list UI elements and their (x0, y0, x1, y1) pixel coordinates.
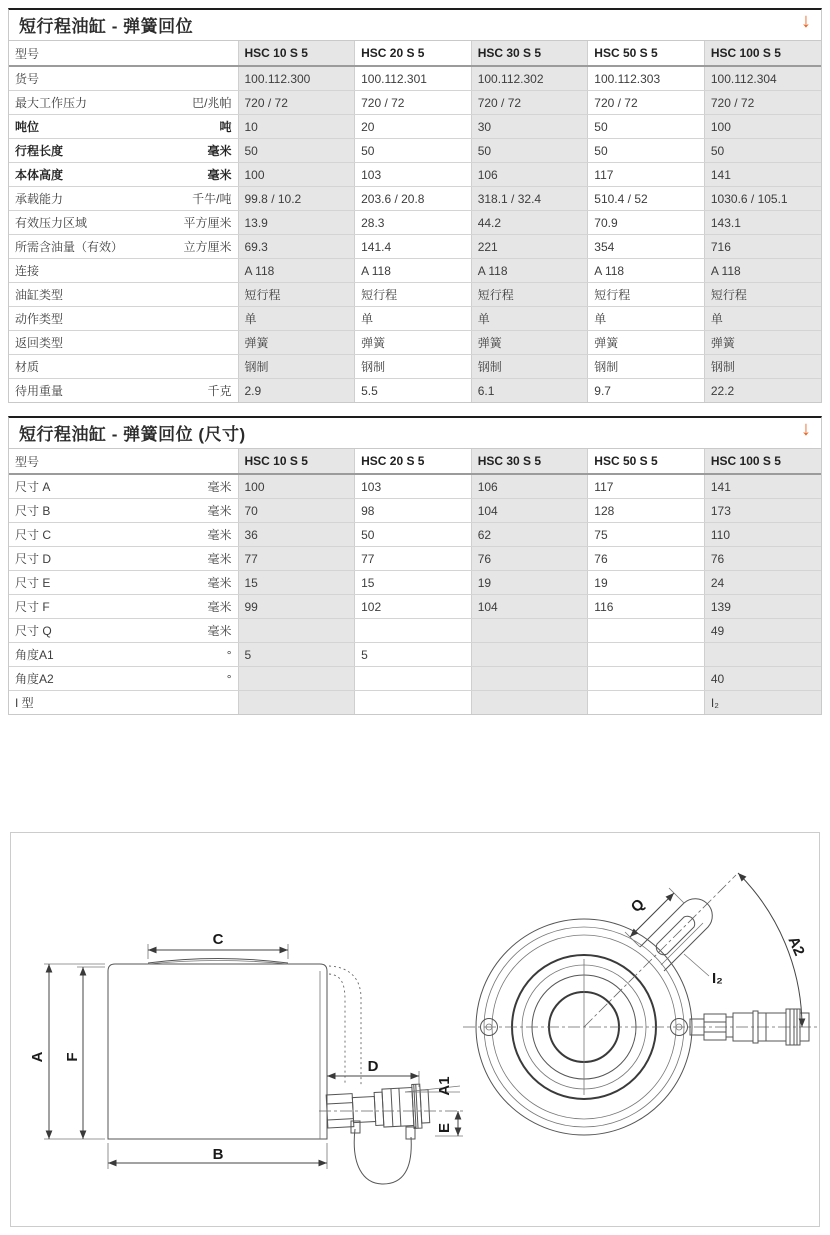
value-cell: 28.3 (355, 211, 472, 235)
value-cell: 98 (355, 499, 472, 523)
section-title-bar (9, 418, 821, 449)
row-unit: 平方厘米 (183, 216, 232, 230)
value-cell: 单 (704, 307, 821, 331)
spec-row (9, 331, 821, 355)
row-label-cell (9, 667, 238, 691)
value-cell (355, 667, 472, 691)
value-cell: 弹簧 (588, 331, 705, 355)
value-cell: 10 (238, 115, 355, 139)
value-cell: 9.7 (588, 379, 705, 403)
row-unit: 毫米 (207, 168, 232, 182)
row-label: 材质 (15, 360, 40, 374)
value-cell: 716 (704, 235, 821, 259)
row-label: 最大工作压力 (15, 96, 88, 110)
section-title: 短行程油缸 - 弹簧回位 (19, 17, 194, 36)
value-cell: 单 (355, 307, 472, 331)
value-cell: 100.112.304 (704, 66, 821, 91)
spec-row (9, 283, 821, 307)
value-cell: 117 (588, 474, 705, 499)
value-cell: 141 (704, 474, 821, 499)
value-cell: 70 (238, 499, 355, 523)
value-cell: 50 (588, 139, 705, 163)
value-cell (471, 643, 588, 667)
value-cell: 221 (471, 235, 588, 259)
value-cell: 钢制 (588, 355, 705, 379)
value-cell: 117 (588, 163, 705, 187)
row-label: 货号 (15, 72, 40, 86)
value-cell: 弹簧 (471, 331, 588, 355)
value-cell: 短行程 (588, 283, 705, 307)
value-cell: 203.6 / 20.8 (355, 187, 472, 211)
column-header-label: 型号 (9, 41, 238, 66)
dim-label-I2: I₂ (712, 970, 723, 987)
spec-row (9, 163, 821, 187)
value-cell (471, 691, 588, 715)
value-cell: 36 (238, 523, 355, 547)
row-unit: ° (226, 647, 232, 662)
spec-row (9, 643, 821, 667)
row-label-cell (9, 643, 238, 667)
column-header-label: 型号 (9, 449, 238, 474)
cylinder-drawing-svg (11, 833, 819, 1224)
row-unit: 毫米 (207, 576, 232, 590)
value-cell: A 118 (471, 259, 588, 283)
value-cell: 139 (704, 595, 821, 619)
value-cell (238, 691, 355, 715)
value-cell: 173 (704, 499, 821, 523)
column-header-model: HSC 50 S 5 (588, 41, 705, 66)
row-label: 尺寸 F (15, 600, 50, 614)
performance-table-head (9, 41, 821, 66)
value-cell: 62 (471, 523, 588, 547)
value-cell: 钢制 (238, 355, 355, 379)
value-cell: 50 (588, 115, 705, 139)
performance-table-body (9, 66, 821, 402)
value-cell: 720 / 72 (238, 91, 355, 115)
value-cell: 141 (704, 163, 821, 187)
row-label: 连接 (15, 264, 40, 278)
row-label: 尺寸 Q (15, 624, 52, 638)
value-cell: 77 (355, 547, 472, 571)
spec-row (9, 115, 821, 139)
row-label-cell (9, 595, 238, 619)
value-cell: 单 (588, 307, 705, 331)
value-cell: 22.2 (704, 379, 821, 403)
value-cell: 720 / 72 (588, 91, 705, 115)
row-unit: 巴/兆帕 (192, 96, 232, 110)
value-cell: 5 (355, 643, 472, 667)
row-label: 所需含油量（有效） (15, 240, 124, 254)
value-cell: 短行程 (238, 283, 355, 307)
dim-label-A: A (29, 1051, 46, 1063)
value-cell: A 118 (355, 259, 472, 283)
row-unit: 毫米 (207, 480, 232, 494)
header-row (9, 449, 821, 474)
value-cell (588, 619, 705, 643)
value-cell: 141.4 (355, 235, 472, 259)
row-label-cell (9, 66, 238, 91)
spec-row (9, 499, 821, 523)
header-row (9, 41, 821, 66)
value-cell: 100.112.301 (355, 66, 472, 91)
row-unit: 千牛/吨 (192, 192, 232, 206)
side-view (29, 931, 464, 1184)
row-label: 尺寸 C (15, 528, 52, 542)
row-label: I 型 (15, 696, 34, 710)
row-label: 返回类型 (15, 336, 64, 350)
value-cell: 2.9 (238, 379, 355, 403)
row-label-cell (9, 355, 238, 379)
row-label-cell (9, 571, 238, 595)
row-label-cell (9, 547, 238, 571)
spec-row (9, 379, 821, 403)
value-cell: 75 (588, 523, 705, 547)
value-cell: 318.1 / 32.4 (471, 187, 588, 211)
row-label: 油缸类型 (15, 288, 64, 302)
value-cell: 103 (355, 474, 472, 499)
spec-row (9, 547, 821, 571)
dim-label-C: C (212, 931, 224, 948)
row-unit: 毫米 (207, 552, 232, 566)
row-label: 尺寸 E (15, 576, 51, 590)
technical-drawing (10, 832, 820, 1227)
row-label-cell (9, 499, 238, 523)
value-cell: 5 (238, 643, 355, 667)
value-cell: 13.9 (238, 211, 355, 235)
row-label: 吨位 (15, 120, 40, 134)
value-cell (588, 667, 705, 691)
spec-row (9, 307, 821, 331)
row-label-cell (9, 283, 238, 307)
value-cell: 单 (238, 307, 355, 331)
value-cell: 19 (471, 571, 588, 595)
value-cell: 720 / 72 (355, 91, 472, 115)
value-cell: I₂ (704, 691, 821, 715)
value-cell: 99.8 / 10.2 (238, 187, 355, 211)
row-label: 角度A1 (15, 648, 54, 662)
value-cell: 106 (471, 474, 588, 499)
row-unit: 毫米 (207, 504, 232, 518)
value-cell: 20 (355, 115, 472, 139)
row-label: 承载能力 (15, 192, 64, 206)
value-cell: 24 (704, 571, 821, 595)
spec-row (9, 139, 821, 163)
row-label-cell (9, 379, 238, 403)
value-cell: 钢制 (355, 355, 472, 379)
value-cell: 100 (704, 115, 821, 139)
value-cell: 76 (704, 547, 821, 571)
performance-table (9, 41, 821, 402)
down-arrow-icon[interactable]: ↓ (801, 418, 811, 440)
value-cell (471, 619, 588, 643)
value-cell: 77 (238, 547, 355, 571)
column-header-model: HSC 10 S 5 (238, 41, 355, 66)
value-cell: A 118 (588, 259, 705, 283)
spec-row (9, 595, 821, 619)
row-unit: 立方厘米 (183, 240, 232, 254)
value-cell: 40 (704, 667, 821, 691)
value-cell: 1030.6 / 105.1 (704, 187, 821, 211)
value-cell: 短行程 (704, 283, 821, 307)
section-title-bar (9, 10, 821, 41)
row-label-cell (9, 163, 238, 187)
value-cell: 15 (238, 571, 355, 595)
spec-section-dimensions (8, 416, 822, 715)
value-cell: 50 (355, 139, 472, 163)
value-cell: 30 (471, 115, 588, 139)
value-cell: 720 / 72 (704, 91, 821, 115)
row-label-cell (9, 331, 238, 355)
spec-row (9, 187, 821, 211)
value-cell: 76 (471, 547, 588, 571)
dim-label-F: F (64, 1052, 81, 1062)
row-label-cell (9, 523, 238, 547)
value-cell: 143.1 (704, 211, 821, 235)
value-cell: 100 (238, 163, 355, 187)
value-cell: 49 (704, 619, 821, 643)
row-label: 行程长度 (15, 144, 64, 158)
value-cell: 15 (355, 571, 472, 595)
row-unit: 吨 (219, 120, 232, 134)
value-cell (588, 691, 705, 715)
row-unit: 毫米 (207, 528, 232, 542)
value-cell: A 118 (238, 259, 355, 283)
row-label-cell (9, 115, 238, 139)
column-header-model: HSC 10 S 5 (238, 449, 355, 474)
value-cell: 354 (588, 235, 705, 259)
column-header-model: HSC 30 S 5 (471, 449, 588, 474)
dim-label-A1: A1 (436, 1076, 453, 1096)
spec-row (9, 523, 821, 547)
value-cell: 100.112.300 (238, 66, 355, 91)
value-cell: 100.112.302 (471, 66, 588, 91)
value-cell: 69.3 (238, 235, 355, 259)
value-cell: 钢制 (704, 355, 821, 379)
value-cell: 110 (704, 523, 821, 547)
dim-label-D: D (367, 1058, 379, 1075)
value-cell: 短行程 (355, 283, 472, 307)
value-cell: 50 (471, 139, 588, 163)
row-label-cell (9, 187, 238, 211)
row-label: 尺寸 A (15, 480, 51, 494)
value-cell (471, 667, 588, 691)
row-unit: 毫米 (207, 144, 232, 158)
dim-label-B: B (212, 1146, 224, 1163)
value-cell: A 118 (704, 259, 821, 283)
value-cell (704, 643, 821, 667)
value-cell (238, 667, 355, 691)
value-cell: 19 (588, 571, 705, 595)
row-label-cell (9, 259, 238, 283)
row-label-cell (9, 619, 238, 643)
row-label: 尺寸 D (15, 552, 52, 566)
column-header-model: HSC 20 S 5 (355, 41, 472, 66)
value-cell: 104 (471, 499, 588, 523)
spec-row (9, 355, 821, 379)
dimensions-table-body (9, 474, 821, 714)
row-label-cell (9, 211, 238, 235)
row-label: 本体高度 (15, 168, 64, 182)
spec-row (9, 211, 821, 235)
dim-label-Q: Q (627, 895, 648, 916)
value-cell: 104 (471, 595, 588, 619)
spec-row (9, 66, 821, 91)
row-label-cell (9, 139, 238, 163)
dim-label-A2: A2 (784, 933, 808, 959)
value-cell: 50 (355, 523, 472, 547)
value-cell: 弹簧 (704, 331, 821, 355)
row-label-cell (9, 691, 238, 715)
row-label: 有效压力区域 (15, 216, 88, 230)
column-header-model: HSC 30 S 5 (471, 41, 588, 66)
value-cell (355, 619, 472, 643)
value-cell: 5.5 (355, 379, 472, 403)
spec-row (9, 235, 821, 259)
dimensions-table-head (9, 449, 821, 474)
column-header-model: HSC 50 S 5 (588, 449, 705, 474)
value-cell: 单 (471, 307, 588, 331)
row-unit: 毫米 (207, 624, 232, 638)
value-cell: 70.9 (588, 211, 705, 235)
column-header-model: HSC 100 S 5 (704, 449, 821, 474)
value-cell: 720 / 72 (471, 91, 588, 115)
value-cell: 99 (238, 595, 355, 619)
row-label-cell (9, 91, 238, 115)
row-label-cell (9, 307, 238, 331)
value-cell: 116 (588, 595, 705, 619)
dimensions-table (9, 449, 821, 714)
section-title: 短行程油缸 - 弹簧回位 (尺寸) (19, 425, 246, 444)
value-cell: 128 (588, 499, 705, 523)
value-cell: 短行程 (471, 283, 588, 307)
value-cell: 102 (355, 595, 472, 619)
value-cell (588, 643, 705, 667)
row-unit: 毫米 (207, 600, 232, 614)
value-cell: 100.112.303 (588, 66, 705, 91)
spec-row (9, 571, 821, 595)
row-label-cell (9, 235, 238, 259)
column-header-model: HSC 20 S 5 (355, 449, 472, 474)
row-label: 动作类型 (15, 312, 64, 326)
row-label: 待用重量 (15, 384, 64, 398)
value-cell: 106 (471, 163, 588, 187)
value-cell: 弹簧 (238, 331, 355, 355)
spec-row (9, 259, 821, 283)
row-label: 角度A2 (15, 672, 54, 686)
value-cell: 50 (704, 139, 821, 163)
top-view (463, 873, 817, 1135)
value-cell: 6.1 (471, 379, 588, 403)
spec-row (9, 667, 821, 691)
row-unit: ° (226, 671, 232, 686)
spec-section-performance (8, 8, 822, 403)
row-label: 尺寸 B (15, 504, 51, 518)
value-cell: 100 (238, 474, 355, 499)
value-cell: 弹簧 (355, 331, 472, 355)
spec-row (9, 619, 821, 643)
value-cell: 44.2 (471, 211, 588, 235)
column-header-model: HSC 100 S 5 (704, 41, 821, 66)
spec-row (9, 474, 821, 499)
down-arrow-icon[interactable]: ↓ (801, 10, 811, 32)
value-cell: 钢制 (471, 355, 588, 379)
value-cell: 76 (588, 547, 705, 571)
value-cell (238, 619, 355, 643)
spec-row (9, 91, 821, 115)
value-cell (355, 691, 472, 715)
row-unit: 千克 (207, 384, 232, 398)
spec-row (9, 691, 821, 715)
dim-label-E: E (436, 1122, 453, 1134)
value-cell: 510.4 / 52 (588, 187, 705, 211)
value-cell: 103 (355, 163, 472, 187)
value-cell: 50 (238, 139, 355, 163)
row-label-cell (9, 474, 238, 499)
